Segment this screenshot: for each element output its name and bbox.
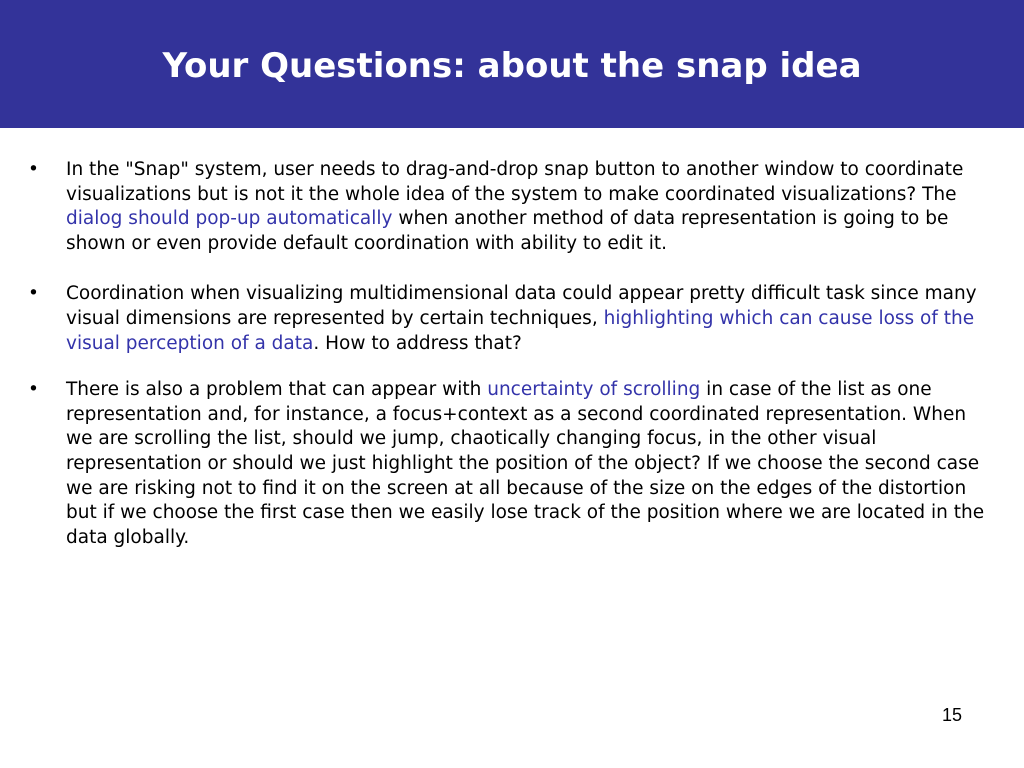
bullet-text: In the "Snap" system, user needs to drag-and-drop snap button to another window to coordinate visualizations but is not it the whole idea of the system to make coordinated visualizations? The [66, 159, 964, 205]
bullet-dot-icon: • [28, 159, 39, 180]
bullet-dot-icon: • [28, 283, 39, 305]
page-number: 15 [941, 705, 962, 725]
bullet-item [28, 378, 994, 550]
bullet-text: in case of the list as one representation and, for instance, a focus+context as a second coordinated representation. When we are scrolling the list, should we jump, chaotically changing focus, in the other visual representation or should we just highlight the position of the object? If we choose the second case we are risking not to find it on the screen at all because of the size on the edges of the distortion but if we choose the first case then we easily lose track of the position where we are located in the data globally. [66, 379, 985, 548]
bullet-item [28, 158, 994, 256]
bullet-item [28, 282, 994, 356]
bullet-text: when another method of data representation is going to be shown or even provide default coordination with ability to edit it. [66, 208, 949, 254]
bullet-list [28, 158, 994, 550]
slide-title: Your Questions: about the snap idea [162, 46, 862, 86]
highlighted-phrase: dialog should pop-up automatically [66, 208, 393, 230]
bullet-text: There is also a problem that can appear with [66, 379, 488, 401]
highlighted-phrase: uncertainty of scrolling [487, 379, 701, 401]
bullet-text: . How to address that? [313, 332, 522, 354]
bullet-text: Coordination when visualizing multidimensional data could appear pretty difficult task since many visual dimensions are represented by certain techniques, [66, 283, 977, 329]
title-bar [0, 0, 1024, 128]
bullet-dot-icon: • [28, 379, 39, 401]
highlighted-phrase: highlighting which can cause loss of the visual perception of a data [66, 307, 975, 354]
